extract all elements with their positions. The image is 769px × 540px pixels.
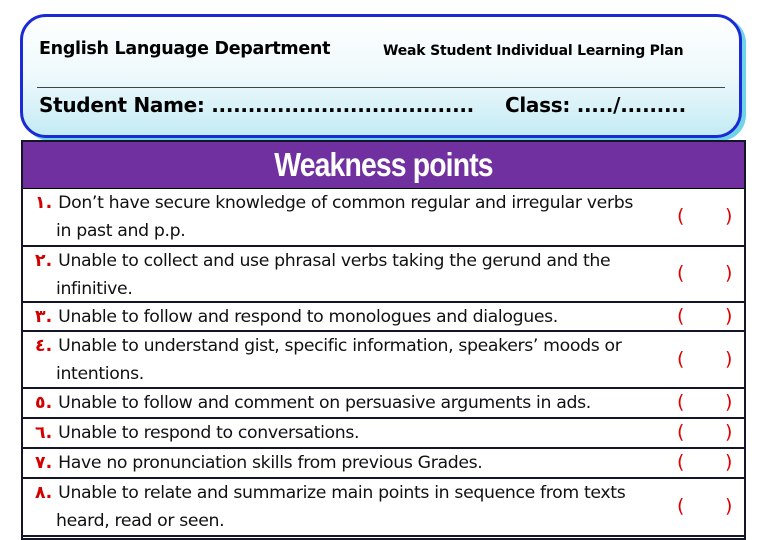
weakness-line: Unable to follow and comment on persuasive arguments in ads. [58, 393, 591, 413]
weakness-table [21, 140, 746, 540]
close-paren: ) [725, 421, 733, 443]
weakness-text [35, 247, 659, 303]
close-paren: ) [725, 495, 733, 517]
weakness-line: heard, read or seen. [56, 511, 225, 531]
weakness-rows [23, 189, 744, 537]
close-paren: ) [725, 347, 733, 370]
item-number: ٣. [35, 307, 53, 327]
weakness-row [23, 449, 744, 479]
weakness-text [35, 479, 659, 535]
close-paren: ) [725, 262, 733, 284]
open-paren: ( [677, 304, 685, 327]
weakness-line: Unable to understand gist, specific information, speakers’ moods or [58, 336, 622, 356]
weakness-line: infinitive. [56, 279, 133, 299]
weakness-row [23, 303, 744, 332]
weakness-line: Unable to collect and use phrasal verbs taking the gerund and the [58, 251, 611, 271]
plan-title: Weak Student Individual Learning Plan [383, 43, 684, 59]
weakness-line: Unable to relate and summarize main points in sequence from texts [58, 483, 626, 503]
open-paren: ( [677, 451, 685, 473]
item-number: ١. [35, 193, 53, 213]
weakness-row [23, 389, 744, 419]
weakness-text [35, 389, 659, 417]
item-number: ٨. [35, 483, 53, 503]
weakness-line: intentions. [56, 364, 144, 384]
close-paren: ) [725, 304, 733, 327]
table-title: Weakness points [73, 142, 693, 188]
weakness-line: in past and p.p. [56, 221, 186, 241]
weakness-row [23, 419, 744, 449]
header-divider [37, 87, 725, 88]
weakness-text [35, 332, 659, 388]
close-paren: ) [725, 451, 733, 473]
header-box [20, 14, 742, 138]
weakness-line: Unable to follow and respond to monologues and dialogues. [58, 307, 558, 327]
item-number: ٧. [35, 453, 53, 473]
item-number: ٥. [35, 393, 53, 413]
weakness-row [23, 247, 744, 303]
item-number: ٢. [35, 251, 53, 271]
open-paren: ( [677, 421, 685, 443]
table-title-bar [23, 142, 744, 189]
weakness-row [23, 332, 744, 389]
weakness-text [35, 189, 659, 245]
close-paren: ) [725, 205, 733, 227]
item-number: ٦. [35, 423, 53, 443]
close-paren: ) [725, 391, 733, 413]
open-paren: ( [677, 495, 685, 517]
open-paren: ( [677, 205, 685, 227]
weakness-text [35, 449, 659, 477]
weakness-line: Don’t have secure knowledge of common regular and irregular verbs [58, 193, 633, 213]
item-number: ٤. [35, 336, 53, 356]
weakness-text [35, 303, 659, 331]
weakness-row [23, 479, 744, 537]
weakness-text [35, 419, 659, 447]
department-name: English Language Department [39, 39, 331, 59]
open-paren: ( [677, 347, 685, 370]
weakness-row [23, 189, 744, 247]
weakness-line: Have no pronunciation skills from previous Grades. [58, 453, 483, 473]
class-field[interactable]: Class: ...../......... [505, 93, 686, 117]
open-paren: ( [677, 391, 685, 413]
weakness-line: Unable to respond to conversations. [58, 423, 360, 443]
open-paren: ( [677, 262, 685, 284]
student-name-field[interactable]: Student Name: .................................... [39, 93, 474, 117]
